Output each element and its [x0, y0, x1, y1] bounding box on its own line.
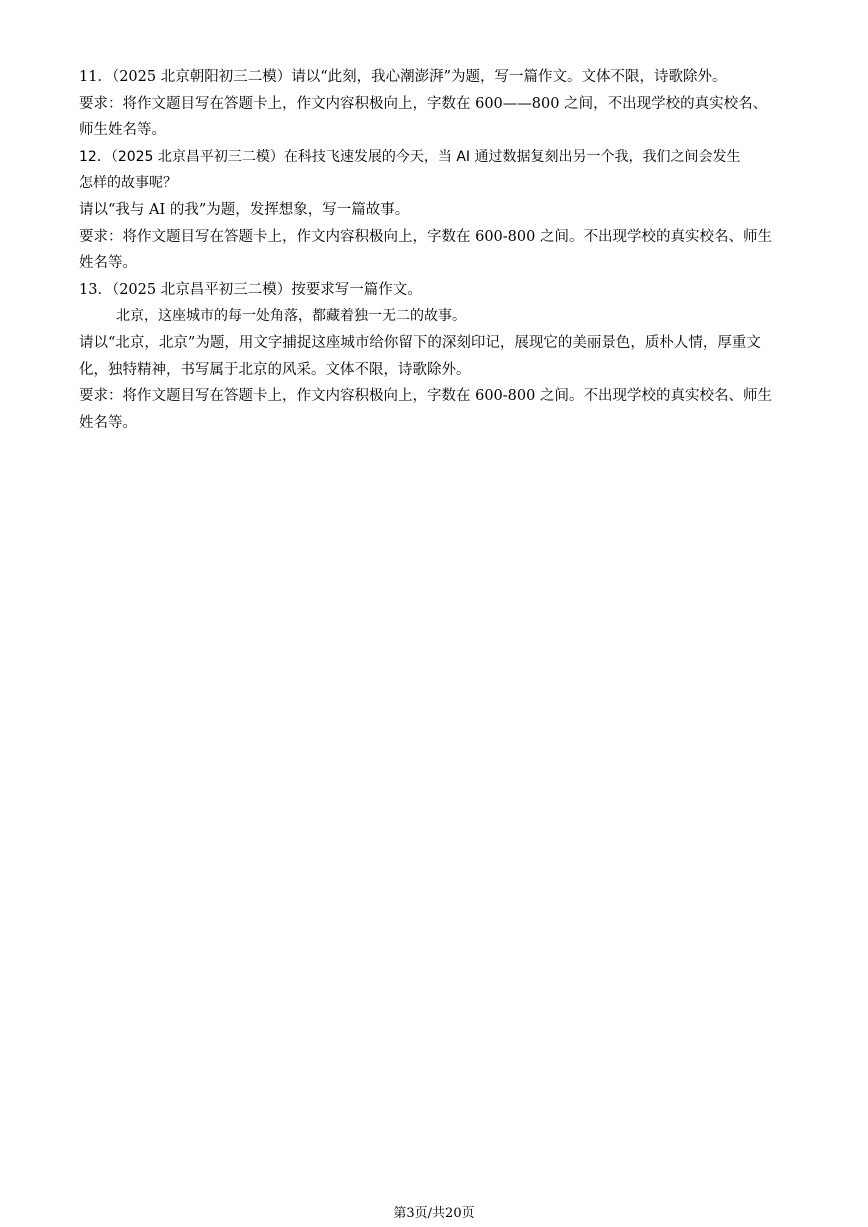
page-number: 第3页/共20页 — [393, 1206, 475, 1221]
question-12-line: 姓名等。 — [79, 255, 137, 272]
question-13-line: 姓名等。 — [79, 414, 137, 431]
question-11 — [79, 64, 791, 144]
question-11-line: 11．（2025 北京朝阳初三二模）请以“此刻，我心潮澎湃”为题，写一篇作文。文体不限，诗歌除外。 — [79, 69, 727, 85]
question-11-line: 要求：将作文题目写在答题卡上，作文内容积极向上，字数在 600——800 之间，不出现学校的真实校名、 — [79, 95, 768, 112]
question-12-line: 怎样的故事呢？ — [79, 175, 177, 192]
question-11-line: 师生姓名等。 — [79, 122, 166, 139]
question-13-line: 化，独特精神，书写属于北京的风采。文体不限，诗歌除外。 — [79, 361, 471, 378]
question-12-line: 请以“我与 AI 的我”为题，发挥想象，写一篇故事。 — [79, 201, 410, 218]
question-12 — [79, 144, 791, 277]
question-13-line: 请以“北京，北京”为题，用文字捕捉这座城市给你留下的深刻印记，展现它的美丽景色，质朴人情，厚重文 — [79, 334, 761, 351]
question-13-line: 要求：将作文题目写在答题卡上，作文内容积极向上，字数在 600-800 之间。不出现学校的真实校名、师生 — [79, 388, 772, 405]
question-12-line: 12．（2025 北京昌平初三二模）在科技飞速发展的今天，当 AI 通过数据复刻出另一个我，我们之间会发生 — [79, 148, 741, 165]
question-13-line: 13．（2025 北京昌平初三二模）按要求写一篇作文。 — [79, 281, 422, 298]
question-12-line: 要求：将作文题目写在答题卡上，作文内容积极向上，字数在 600-800 之间。不出现学校的真实校名、师生 — [79, 228, 772, 245]
question-13 — [79, 277, 791, 437]
page-content — [79, 64, 791, 436]
question-13-prompt-line: 北京，这座城市的每一处角落，都藏着独一无二的故事。 — [116, 308, 466, 325]
